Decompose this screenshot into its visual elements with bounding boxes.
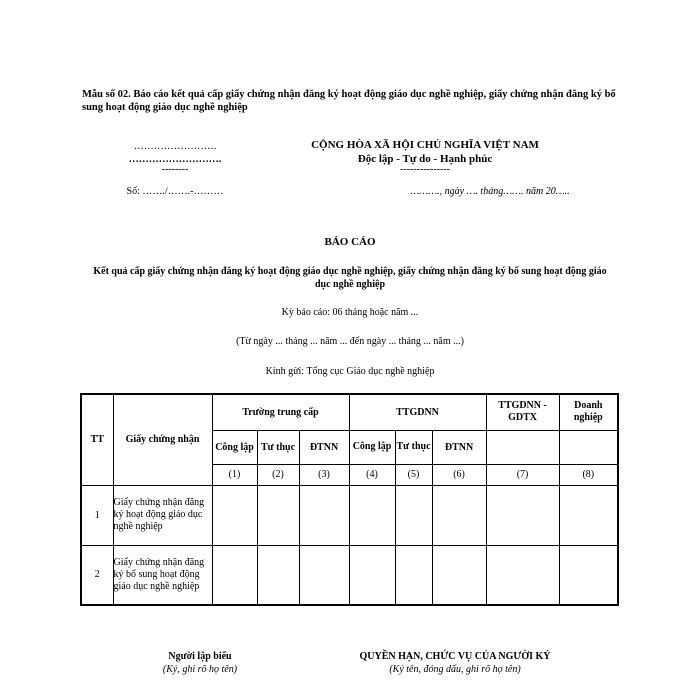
row-cert: Giấy chứng nhận đăng ký bổ sung hoạt động giáo dục nghề nghiệp (113, 545, 212, 605)
data-cell (212, 485, 257, 545)
issuer-rule: -------- (161, 164, 189, 175)
data-cell (559, 485, 618, 545)
document-number: Số: ……./…….-……… (126, 186, 224, 197)
data-cell (432, 485, 486, 545)
data-cell (395, 485, 432, 545)
table-row (81, 485, 618, 545)
sub-private-school: Tư thục (257, 430, 299, 464)
signer-title: QUYỀN HẠN, CHỨC VỤ CỦA NGƯỜI KÝ (359, 651, 551, 662)
signer-note: (Ký tên, đóng dấu, ghi rõ họ tên) (389, 664, 521, 675)
col-tt-header: TT (81, 394, 113, 485)
sub-public-ttgdnn: Công lập (349, 430, 395, 464)
col-number: (6) (432, 464, 486, 485)
col-number: (1) (212, 464, 257, 485)
sub-private-ttgdnn: Tư thục (395, 430, 432, 464)
preparer-note: (Ký, ghi rõ họ tên) (162, 664, 238, 675)
col-number: (2) (257, 464, 299, 485)
national-motto: Độc lập - Tự do - Hạnh phúc (357, 153, 493, 165)
form-title: Mẫu số 02. Báo cáo kết quả cấp giấy chứng nhận đăng ký hoạt động giáo dục nghề nghiệp, giấy chứng nhận đăng ký bổ sung hoạt động giáo dục nghề nghiệp (82, 89, 616, 113)
group-gdtx-header: TTGDNN - GDTX (486, 394, 559, 430)
motto-rule: --------------- (400, 164, 450, 175)
report-range: (Từ ngày ... tháng ... năm ... đến ngày ... tháng ... năm ...) (236, 336, 464, 347)
report-heading: BÁO CÁO (324, 236, 376, 248)
preparer-title: Người lập biểu (168, 651, 232, 662)
data-cell (486, 545, 559, 605)
country-name: CỘNG HÒA XÃ HỘI CHỦ NGHĨA VIỆT NAM (311, 139, 539, 151)
data-cell (257, 545, 299, 605)
data-cell (486, 485, 559, 545)
table-row (81, 545, 618, 605)
group-enterprise-header: Doanh nghiệp (559, 394, 618, 430)
data-cell (432, 545, 486, 605)
empty-cell (486, 430, 559, 464)
data-cell (212, 545, 257, 605)
data-cell (349, 485, 395, 545)
report-recipient: Kính gửi: Tổng cục Giáo dục nghề nghiệp (265, 366, 435, 377)
report-table (80, 393, 619, 606)
group-ttgdnn-header: TTGDNN (349, 394, 486, 430)
col-number: (4) (349, 464, 395, 485)
issuer-line-2: ………………………. (128, 154, 222, 165)
row-cert: Giấy chứng nhận đăng ký hoạt động giáo dục nghề nghiệp (113, 485, 212, 545)
col-number: (5) (395, 464, 432, 485)
data-cell (299, 485, 349, 545)
data-cell (349, 545, 395, 605)
report-subheading: Kết quả cấp giấy chứng nhận đăng ký hoạt động giáo dục nghề nghiệp, giấy chứng nhận đăng ký bổ sung hoạt động giáo dục nghề nghiệp (93, 266, 607, 290)
data-cell (395, 545, 432, 605)
data-cell (559, 545, 618, 605)
report-period: Kỳ báo cáo: 06 tháng hoặc năm ... (281, 307, 419, 318)
data-cell (257, 485, 299, 545)
row-tt: 2 (81, 545, 113, 605)
data-cell (299, 545, 349, 605)
place-date: ………., ngày …. tháng……. năm 20….. (410, 186, 570, 197)
issuer-line-1: ……………………. (133, 141, 217, 152)
sub-public-school: Công lập (212, 430, 257, 464)
col-number: (3) (299, 464, 349, 485)
sub-foreign-ttgdnn: ĐTNN (432, 430, 486, 464)
col-cert-header: Giấy chứng nhận (113, 394, 212, 485)
col-number: (8) (559, 464, 618, 485)
row-tt: 1 (81, 485, 113, 545)
group-school-header: Trường trung cấp (212, 394, 349, 430)
sub-foreign-school: ĐTNN (299, 430, 349, 464)
empty-cell (559, 430, 618, 464)
col-number: (7) (486, 464, 559, 485)
